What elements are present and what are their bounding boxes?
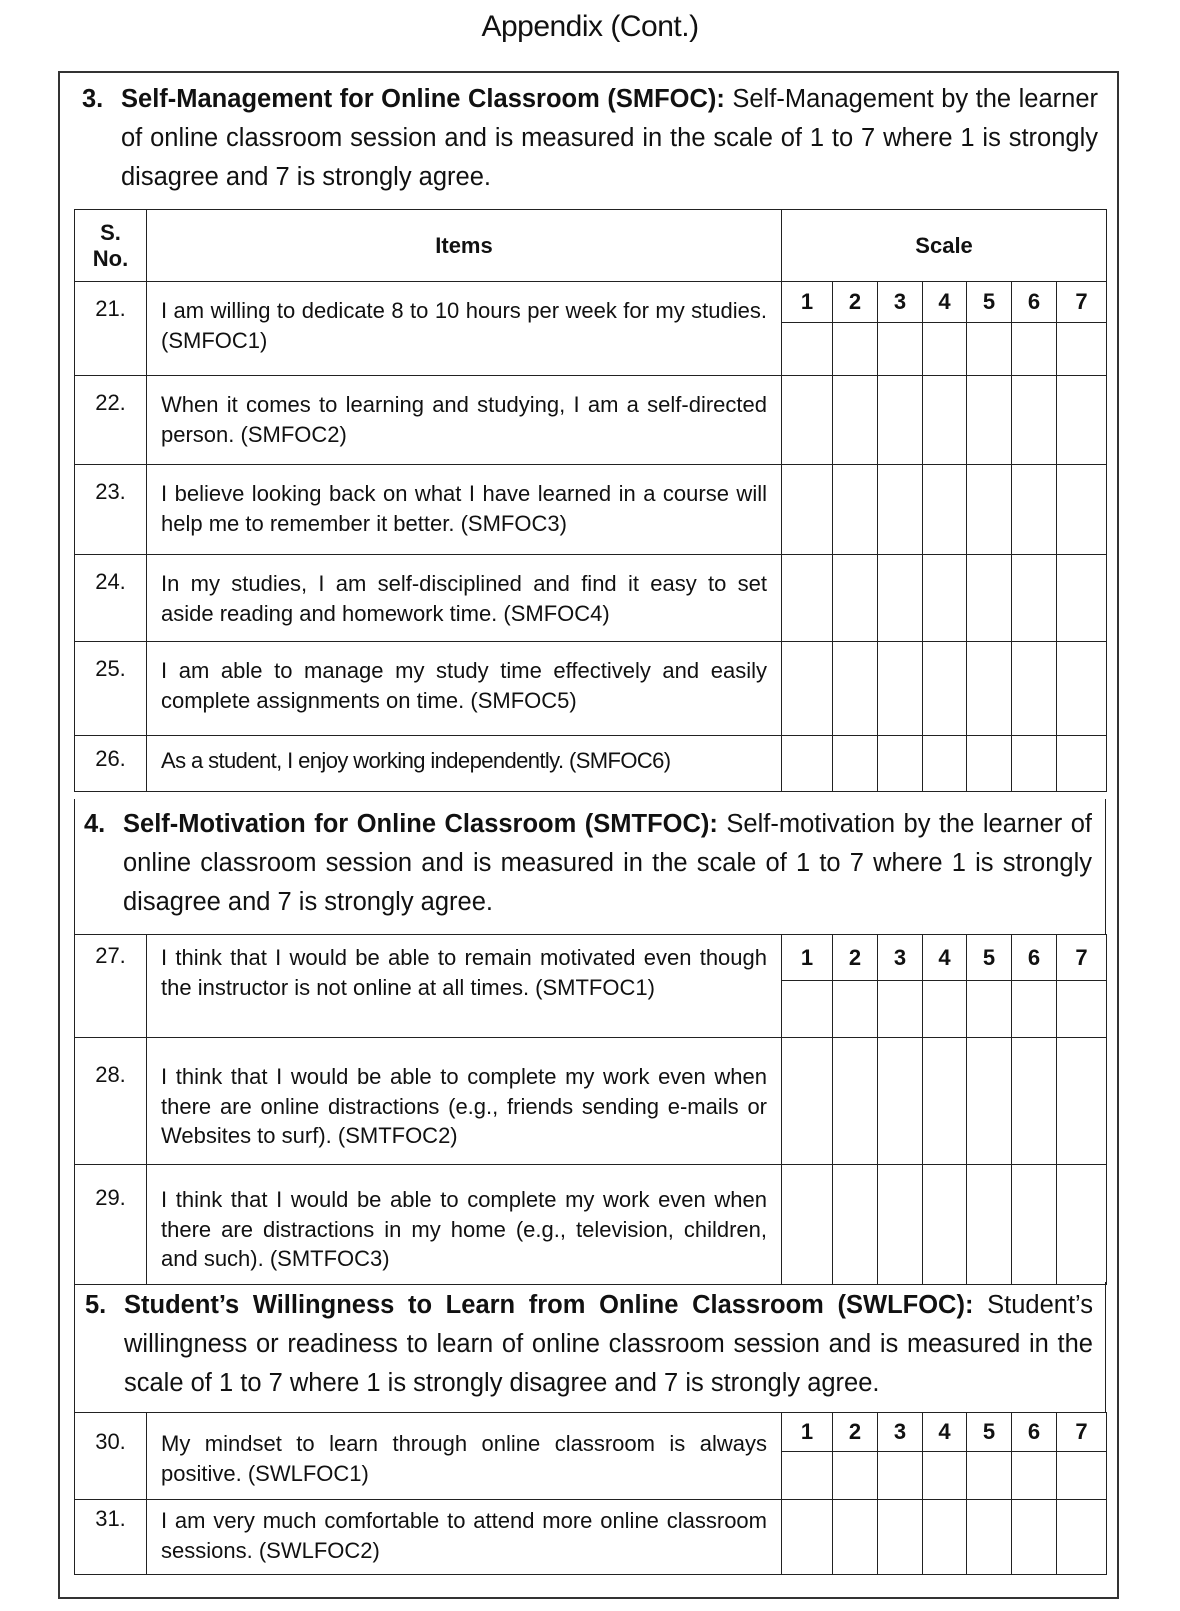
rating-cell-1[interactable] bbox=[782, 1452, 833, 1500]
scale-label-2: 2 bbox=[833, 282, 878, 323]
item-number: 30. bbox=[75, 1413, 147, 1500]
rating-cell-5[interactable] bbox=[967, 1165, 1012, 1285]
scale-label-7: 7 bbox=[1057, 282, 1107, 323]
swlfoc-table bbox=[74, 1412, 1107, 1575]
sno-header: S. No. bbox=[75, 210, 147, 282]
rating-cell-7[interactable] bbox=[1057, 1452, 1107, 1500]
rating-cell-3[interactable] bbox=[878, 981, 923, 1038]
scale-label-3: 3 bbox=[878, 935, 923, 981]
rating-cell-6[interactable] bbox=[1012, 465, 1057, 555]
item-text: As a student, I enjoy working independently. (SMFOC6) bbox=[147, 736, 782, 792]
scale-label-2: 2 bbox=[833, 1413, 878, 1452]
section-title: Student’s Willingness to Learn from Online Classroom (SWLFOC): bbox=[124, 1291, 974, 1319]
scale-label-4: 4 bbox=[923, 1413, 967, 1452]
rating-cell-6[interactable] bbox=[1012, 323, 1057, 376]
item-text: In my studies, I am self-disciplined and find it easy to set aside reading and homework time. (SMFOC4) bbox=[147, 555, 782, 642]
rating-cell-4[interactable] bbox=[923, 1452, 967, 1500]
rating-cell-3[interactable] bbox=[878, 465, 923, 555]
section-3-heading bbox=[82, 80, 1098, 197]
table-row bbox=[75, 642, 1107, 736]
section-number: 3. bbox=[82, 85, 104, 113]
rating-cell-2[interactable] bbox=[833, 642, 878, 736]
rating-cell-7[interactable] bbox=[1057, 642, 1107, 736]
table-row bbox=[75, 465, 1107, 555]
rating-cell-5[interactable] bbox=[967, 642, 1012, 736]
rating-cell-3[interactable] bbox=[878, 1165, 923, 1285]
rating-cell-4[interactable] bbox=[923, 465, 967, 555]
rating-cell-2[interactable] bbox=[833, 555, 878, 642]
item-number: 25. bbox=[75, 642, 147, 736]
item-text: When it comes to learning and studying, I am a self-directed person. (SMFOC2) bbox=[147, 376, 782, 465]
scale-label-1: 1 bbox=[782, 1413, 833, 1452]
section-4-heading bbox=[84, 805, 1092, 922]
rating-cell-4[interactable] bbox=[923, 736, 967, 792]
item-number: 23. bbox=[75, 465, 147, 555]
rating-cell-2[interactable] bbox=[833, 981, 878, 1038]
scale-label-6: 6 bbox=[1012, 282, 1057, 323]
scale-header: Scale bbox=[782, 210, 1107, 282]
item-number: 22. bbox=[75, 376, 147, 465]
rating-cell-1[interactable] bbox=[782, 376, 833, 465]
section-number: 4. bbox=[84, 810, 106, 838]
rating-cell-6[interactable] bbox=[1012, 1500, 1057, 1575]
rating-cell-1[interactable] bbox=[782, 736, 833, 792]
page-title: Appendix (Cont.) bbox=[481, 10, 699, 43]
section-title: Self-Motivation for Online Classroom (SMTFOC): bbox=[123, 810, 718, 838]
rating-cell-5[interactable] bbox=[967, 1038, 1012, 1165]
rating-cell-7[interactable] bbox=[1057, 555, 1107, 642]
section-description: Self-motivation by the learner of online classroom session and is measured in the scale of 1 to 7 where 1 is strongly disagree and 7 is strongly agree. bbox=[123, 810, 1092, 916]
smtfoc-table bbox=[74, 934, 1107, 1285]
rating-cell-7[interactable] bbox=[1057, 1165, 1107, 1285]
rating-cell-1[interactable] bbox=[782, 1500, 833, 1575]
rating-cell-4[interactable] bbox=[923, 555, 967, 642]
item-number: 29. bbox=[75, 1165, 147, 1285]
rating-cell-5[interactable] bbox=[967, 323, 1012, 376]
rating-cell-1[interactable] bbox=[782, 1165, 833, 1285]
item-number: 31. bbox=[75, 1500, 147, 1575]
rating-cell-1[interactable] bbox=[782, 465, 833, 555]
rating-cell-5[interactable] bbox=[967, 1500, 1012, 1575]
rating-cell-2[interactable] bbox=[833, 1500, 878, 1575]
rating-cell-5[interactable] bbox=[967, 1452, 1012, 1500]
item-text: My mindset to learn through online classroom is always positive. (SWLFOC1) bbox=[147, 1413, 782, 1500]
table-row bbox=[75, 1165, 1107, 1285]
scale-label-3: 3 bbox=[878, 1413, 923, 1452]
scale-label-7: 7 bbox=[1057, 1413, 1107, 1452]
rating-cell-2[interactable] bbox=[833, 323, 878, 376]
table-row bbox=[75, 1038, 1107, 1165]
rating-cell-7[interactable] bbox=[1057, 981, 1107, 1038]
table-row bbox=[75, 555, 1107, 642]
rating-cell-4[interactable] bbox=[923, 1165, 967, 1285]
item-text: I am willing to dedicate 8 to 10 hours per week for my studies. (SMFOC1) bbox=[147, 282, 782, 376]
rating-cell-1[interactable] bbox=[782, 555, 833, 642]
rating-cell-7[interactable] bbox=[1057, 736, 1107, 792]
item-number: 21. bbox=[75, 282, 147, 376]
rating-cell-2[interactable] bbox=[833, 465, 878, 555]
rating-cell-7[interactable] bbox=[1057, 465, 1107, 555]
rating-cell-3[interactable] bbox=[878, 1452, 923, 1500]
rating-cell-4[interactable] bbox=[923, 1038, 967, 1165]
rating-cell-3[interactable] bbox=[878, 736, 923, 792]
scale-label-3: 3 bbox=[878, 282, 923, 323]
rating-cell-2[interactable] bbox=[833, 736, 878, 792]
scale-label-7: 7 bbox=[1057, 935, 1107, 981]
rating-cell-3[interactable] bbox=[878, 1500, 923, 1575]
rating-cell-7[interactable] bbox=[1057, 376, 1107, 465]
rating-cell-6[interactable] bbox=[1012, 1038, 1057, 1165]
scale-label-4: 4 bbox=[923, 935, 967, 981]
rating-cell-6[interactable] bbox=[1012, 555, 1057, 642]
rating-cell-1[interactable] bbox=[782, 642, 833, 736]
rating-cell-7[interactable] bbox=[1057, 323, 1107, 376]
rating-cell-6[interactable] bbox=[1012, 642, 1057, 736]
section-number: 5. bbox=[85, 1291, 107, 1319]
scale-label-5: 5 bbox=[967, 282, 1012, 323]
scale-label-6: 6 bbox=[1012, 1413, 1057, 1452]
section-title: Self-Management for Online Classroom (SMFOC): bbox=[121, 85, 725, 113]
rating-cell-5[interactable] bbox=[967, 465, 1012, 555]
scale-label-2: 2 bbox=[833, 935, 878, 981]
rating-cell-1[interactable] bbox=[782, 1038, 833, 1165]
rating-cell-3[interactable] bbox=[878, 1038, 923, 1165]
scale-label-6: 6 bbox=[1012, 935, 1057, 981]
rating-cell-5[interactable] bbox=[967, 555, 1012, 642]
scale-label-4: 4 bbox=[923, 282, 967, 323]
rating-cell-6[interactable] bbox=[1012, 1165, 1057, 1285]
item-number: 28. bbox=[75, 1038, 147, 1165]
scale-label-5: 5 bbox=[967, 935, 1012, 981]
section-description: Self-Management by the learner of online classroom session and is measured in the scale of 1 to 7 where 1 is strongly disagree and 7 is strongly agree. bbox=[121, 85, 1098, 191]
rating-cell-3[interactable] bbox=[878, 555, 923, 642]
rating-cell-2[interactable] bbox=[833, 1038, 878, 1165]
scale-label-1: 1 bbox=[782, 282, 833, 323]
rating-cell-4[interactable] bbox=[923, 376, 967, 465]
table-row bbox=[75, 736, 1107, 792]
table-row bbox=[75, 376, 1107, 465]
rating-cell-3[interactable] bbox=[878, 376, 923, 465]
rating-cell-6[interactable] bbox=[1012, 1452, 1057, 1500]
rating-cell-5[interactable] bbox=[967, 981, 1012, 1038]
section-description: Student’s willingness or readiness to learn of online classroom session and is measured in the scale of 1 to 7 where 1 is strongly disagree and 7 is strongly agree. bbox=[124, 1291, 1093, 1397]
rating-cell-4[interactable] bbox=[923, 1500, 967, 1575]
item-text: I think that I would be able to remain motivated even though the instructor is not online at all times. (SMTFOC1) bbox=[147, 935, 782, 1038]
rating-cell-2[interactable] bbox=[833, 1452, 878, 1500]
scale-label-1: 1 bbox=[782, 935, 833, 981]
rating-cell-6[interactable] bbox=[1012, 736, 1057, 792]
rating-cell-5[interactable] bbox=[967, 376, 1012, 465]
rating-cell-2[interactable] bbox=[833, 376, 878, 465]
item-number: 27. bbox=[75, 935, 147, 1038]
item-text: I am able to manage my study time effectively and easily complete assignments on time. (SMFOC5) bbox=[147, 642, 782, 736]
rating-cell-3[interactable] bbox=[878, 642, 923, 736]
item-text: I am very much comfortable to attend more online classroom sessions. (SWLFOC2) bbox=[147, 1500, 782, 1575]
rating-cell-1[interactable] bbox=[782, 323, 833, 376]
rating-cell-2[interactable] bbox=[833, 1165, 878, 1285]
item-text: I think that I would be able to complete my work even when there are distractions in my home (e.g., television, children, and such). (SMTFOC3) bbox=[147, 1165, 782, 1285]
item-number: 24. bbox=[75, 555, 147, 642]
rating-cell-4[interactable] bbox=[923, 981, 967, 1038]
rating-cell-4[interactable] bbox=[923, 323, 967, 376]
rating-cell-1[interactable] bbox=[782, 981, 833, 1038]
rating-cell-7[interactable] bbox=[1057, 1500, 1107, 1575]
table-row bbox=[75, 1500, 1107, 1575]
rating-cell-7[interactable] bbox=[1057, 1038, 1107, 1165]
item-text: I believe looking back on what I have learned in a course will help me to remember it better. (SMFOC3) bbox=[147, 465, 782, 555]
rating-cell-5[interactable] bbox=[967, 736, 1012, 792]
rating-cell-4[interactable] bbox=[923, 642, 967, 736]
items-header: Items bbox=[147, 210, 782, 282]
item-text: I think that I would be able to complete my work even when there are online distractions (e.g., friends sending e-mails or Websites to surf). (SMTFOC2) bbox=[147, 1038, 782, 1165]
scale-label-5: 5 bbox=[967, 1413, 1012, 1452]
rating-cell-3[interactable] bbox=[878, 323, 923, 376]
item-number: 26. bbox=[75, 736, 147, 792]
smfoc-table bbox=[74, 209, 1107, 792]
rating-cell-6[interactable] bbox=[1012, 981, 1057, 1038]
section-5-heading bbox=[85, 1286, 1093, 1403]
rating-cell-6[interactable] bbox=[1012, 376, 1057, 465]
